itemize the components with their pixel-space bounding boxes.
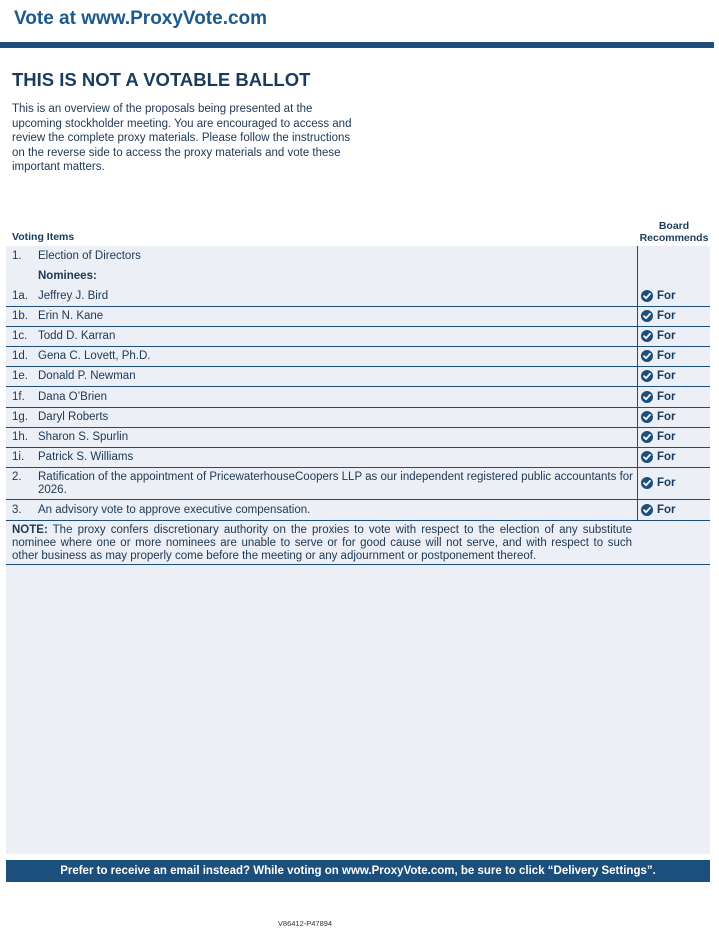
- election-row: [6, 250, 710, 270]
- recommendation-label: For: [657, 330, 676, 343]
- document-code: V86412-P47894: [277, 919, 333, 928]
- email-banner: Prefer to receive an email instead? While voting on www.ProxyVote.com, be sure to click “Delivery Settings”.: [6, 860, 710, 882]
- recommendation-label: For: [657, 390, 676, 403]
- nominee-name: Erin N. Kane: [38, 310, 104, 323]
- item-number: 1.: [12, 250, 22, 262]
- nominee-row: [6, 287, 710, 307]
- nominee-number: 1d.: [12, 350, 28, 363]
- check-circle-icon: [641, 350, 653, 362]
- check-circle-icon: [641, 370, 653, 382]
- check-circle-icon: [641, 477, 653, 489]
- nominee-number: 1e.: [12, 370, 28, 383]
- note-text: The proxy confers discretionary authority on the proxies to vote with respect to the election of any substitute nominee where one or more nominees are unable to serve or for good cause will not serve, and with respect to such other business as may properly come before the meeting or any adjournment or postponement thereof.: [12, 524, 632, 562]
- nominee-row: [6, 428, 710, 448]
- recommendation: [641, 504, 676, 516]
- nominee-row: [6, 367, 710, 387]
- recommendation-label: For: [657, 430, 676, 443]
- check-circle-icon: [641, 391, 653, 403]
- nominee-name: Todd D. Karran: [38, 330, 116, 343]
- recommendation-label: For: [657, 370, 676, 383]
- nominee-number: 1i.: [12, 450, 25, 463]
- recommendation-label: For: [657, 290, 676, 302]
- item-number: 3.: [12, 504, 22, 516]
- check-circle-icon: [641, 504, 653, 516]
- check-circle-icon: [641, 451, 653, 463]
- recommendation: [641, 391, 676, 403]
- voting-items-header: Voting Items: [12, 231, 75, 243]
- nominee-name: Patrick S. Williams: [38, 450, 134, 463]
- ballot-title: THIS IS NOT A VOTABLE BALLOT: [12, 69, 311, 90]
- recommendation: [641, 411, 676, 423]
- recommendation-label: For: [657, 504, 676, 516]
- nominee-number: 1a.: [12, 290, 28, 302]
- recommendation: [641, 290, 676, 302]
- recommendation: [641, 451, 676, 463]
- nominee-number: 1h.: [12, 430, 28, 443]
- nominee-name: Jeffrey J. Bird: [38, 290, 109, 302]
- nominee-row: [6, 307, 710, 327]
- nominee-row: [6, 448, 710, 468]
- nominee-name: Donald P. Newman: [38, 370, 136, 383]
- nominee-row: [6, 347, 710, 367]
- header-rule: [0, 42, 714, 48]
- proposal-row: [6, 467, 710, 500]
- check-circle-icon: [641, 330, 653, 342]
- item-number: 2.: [12, 471, 22, 483]
- check-circle-icon: [641, 431, 653, 443]
- nominee-name: Sharon S. Spurlin: [38, 430, 129, 443]
- board-header-line1: Board: [658, 220, 690, 232]
- recommendation-label: For: [657, 450, 676, 463]
- nominee-row: [6, 327, 710, 347]
- check-circle-icon: [641, 290, 653, 302]
- nominees-row: [6, 270, 710, 288]
- note-rule: [6, 564, 710, 565]
- recommendation: [641, 350, 676, 362]
- recommendation: [641, 477, 676, 489]
- check-circle-icon: [641, 310, 653, 322]
- proposal-text: An advisory vote to approve executive compensation.: [38, 504, 311, 516]
- board-recommends-header: [638, 220, 710, 244]
- note-label: NOTE:: [12, 524, 48, 536]
- intro-paragraph: This is an overview of the proposals being presented at the upcoming stockholder meeting. You are encouraged to access and review the complete proxy materials. Please follow the instructions on the reverse side to access the proxy materials and vote these important matters.: [12, 103, 352, 173]
- nominee-name: Daryl Roberts: [38, 410, 109, 423]
- recommendation-label: For: [657, 310, 676, 323]
- nominees-label: Nominees:: [38, 270, 97, 282]
- item-label: Election of Directors: [38, 250, 141, 262]
- recommendation: [641, 370, 676, 382]
- nominee-number: 1c.: [12, 330, 28, 343]
- page-header-title: Vote at www.ProxyVote.com: [14, 8, 268, 29]
- nominee-row: [6, 388, 710, 408]
- recommendation: [641, 310, 676, 322]
- recommendation-label: For: [657, 410, 676, 423]
- nominee-row: [6, 408, 710, 428]
- proposal-row: [6, 500, 710, 521]
- nominee-number: 1g.: [12, 410, 28, 423]
- board-header-line2: Recommends: [639, 232, 709, 244]
- recommendation-label: For: [657, 477, 676, 489]
- nominee-name: Dana O’Brien: [38, 390, 108, 403]
- note-paragraph: [12, 524, 632, 563]
- nominee-number: 1b.: [12, 310, 28, 323]
- recommendation: [641, 330, 676, 342]
- nominee-number: 1f.: [12, 390, 25, 403]
- recommendation: [641, 431, 676, 443]
- proposal-text: Ratification of the appointment of PricewaterhouseCoopers LLP as our independent registered public accountants for 2026.: [38, 471, 633, 496]
- nominee-name: Gena C. Lovett, Ph.D.: [38, 350, 151, 363]
- check-circle-icon: [641, 411, 653, 423]
- recommendation-label: For: [657, 350, 676, 363]
